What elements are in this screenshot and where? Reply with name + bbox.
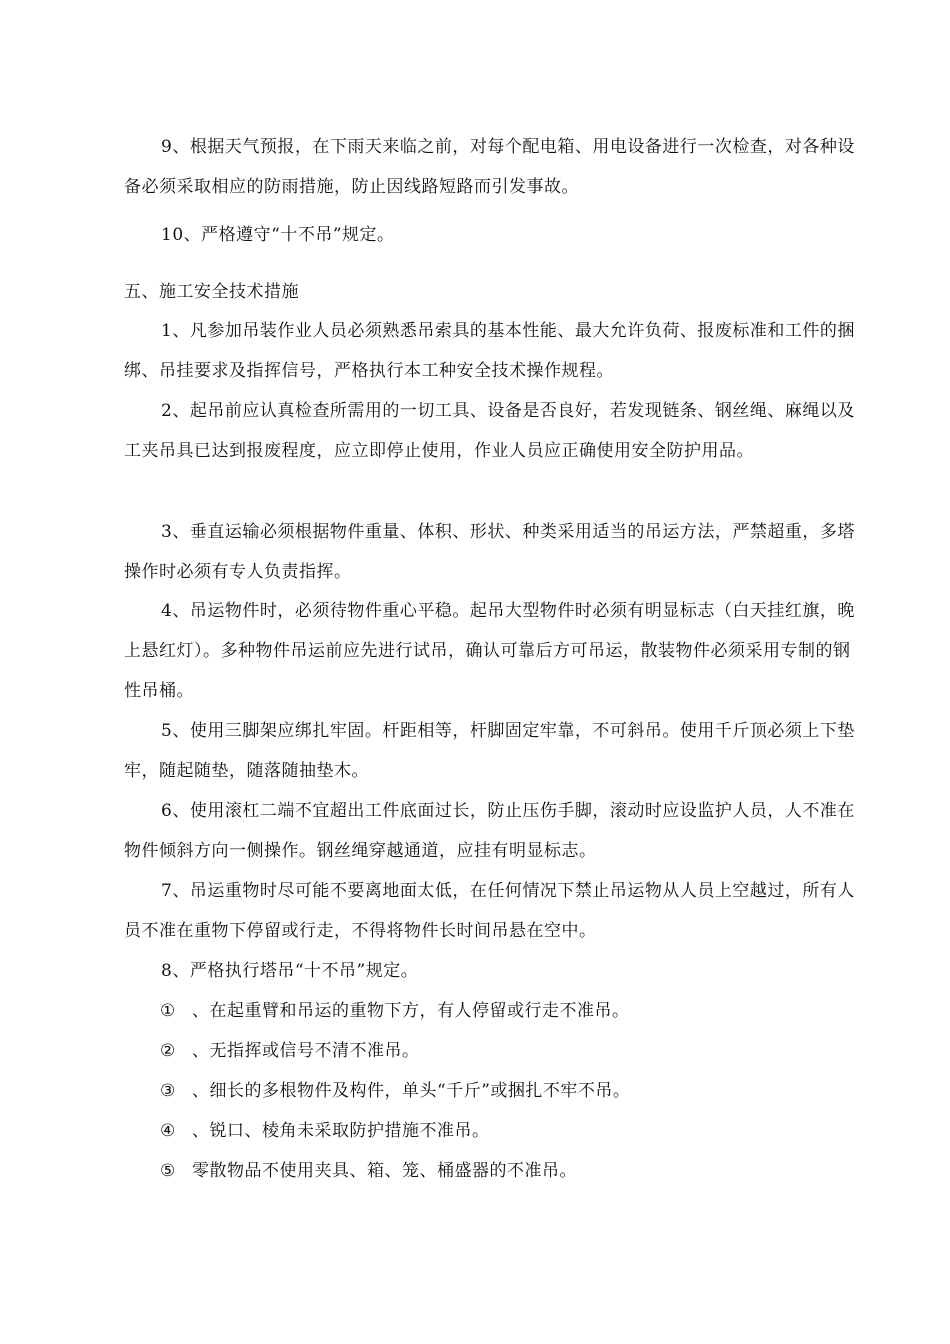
paragraph-9: 9、根据天气预报，在下雨天来临之前，对每个配电箱、用电设备进行一次检查，对各种设备必须采取相应的防雨措施，防止因线路短路而引发事故。 xyxy=(124,137,855,197)
safety-item-6: 6、使用滚杠二端不宜超出工件底面过长，防止压伤手脚，滚动时应设监护人员，人不准在物件倾斜方向一侧操作。钢丝绳穿越通道，应挂有明显标志。 xyxy=(124,801,855,861)
safety-item-2: 2、起吊前应认真检查所需用的一切工具、设备是否良好，若发现链条、钢丝绳、麻绳以及工夹吊具已达到报废程度，应立即停止使用，作业人员应正确使用安全防护用品。 xyxy=(124,401,855,461)
rule-text: 零散物品不使用夹具、箱、笼、桶盛器的不准吊。 xyxy=(192,1161,577,1181)
rule-marker: ③ xyxy=(160,1081,176,1101)
rule-text: 、细长的多根物件及构件，单头“千斤”或捆扎不牢不吊。 xyxy=(192,1081,631,1101)
rule-item-5 xyxy=(160,1151,577,1191)
section-heading: 五、施工安全技术措施 xyxy=(124,282,299,302)
paragraph-10: 10、严格遵守“十不吊”规定。 xyxy=(161,225,395,245)
rule-marker: ⑤ xyxy=(160,1161,176,1181)
rule-item-1 xyxy=(160,991,630,1031)
safety-item-4: 4、吊运物件时，必须待物件重心平稳。起吊大型物件时必须有明显标志（白天挂红旗，晚上悬红灯）。多种物件吊运前应先进行试吊，确认可靠后方可吊运，散装物件必须采用专制的钢性吊桶。 xyxy=(124,601,855,701)
rule-marker: ④ xyxy=(160,1121,176,1141)
safety-item-7: 7、吊运重物时尽可能不要离地面太低，在任何情况下禁止吊运物从人员上空越过，所有人员不准在重物下停留或行走，不得将物件长时间吊悬在空中。 xyxy=(124,881,855,941)
safety-item-3: 3、垂直运输必须根据物件重量、体积、形状、种类采用适当的吊运方法，严禁超重，多塔操作时必须有专人负责指挥。 xyxy=(124,522,855,582)
rule-item-3 xyxy=(160,1071,630,1111)
safety-item-5: 5、使用三脚架应绑扎牢固。杆距相等，杆脚固定牢靠，不可斜吊。使用千斤顶必须上下垫牢，随起随垫，随落随抽垫木。 xyxy=(124,721,855,781)
safety-item-8: 8、严格执行塔吊“十不吊”规定。 xyxy=(161,961,419,981)
rule-text: 、锐口、棱角未采取防护措施不准吊。 xyxy=(192,1121,490,1141)
rule-text: 、在起重臂和吊运的重物下方，有人停留或行走不准吊。 xyxy=(192,1001,630,1021)
rule-item-4 xyxy=(160,1111,490,1151)
safety-item-1: 1、凡参加吊装作业人员必须熟悉吊索具的基本性能、最大允许负荷、报废标准和工件的捆绑、吊挂要求及指挥信号，严格执行本工种安全技术操作规程。 xyxy=(124,321,855,381)
rule-marker: ② xyxy=(160,1041,176,1061)
rule-marker: ① xyxy=(160,1001,176,1021)
rule-text: 、无指挥或信号不清不准吊。 xyxy=(192,1041,420,1061)
rule-item-2 xyxy=(160,1031,420,1071)
